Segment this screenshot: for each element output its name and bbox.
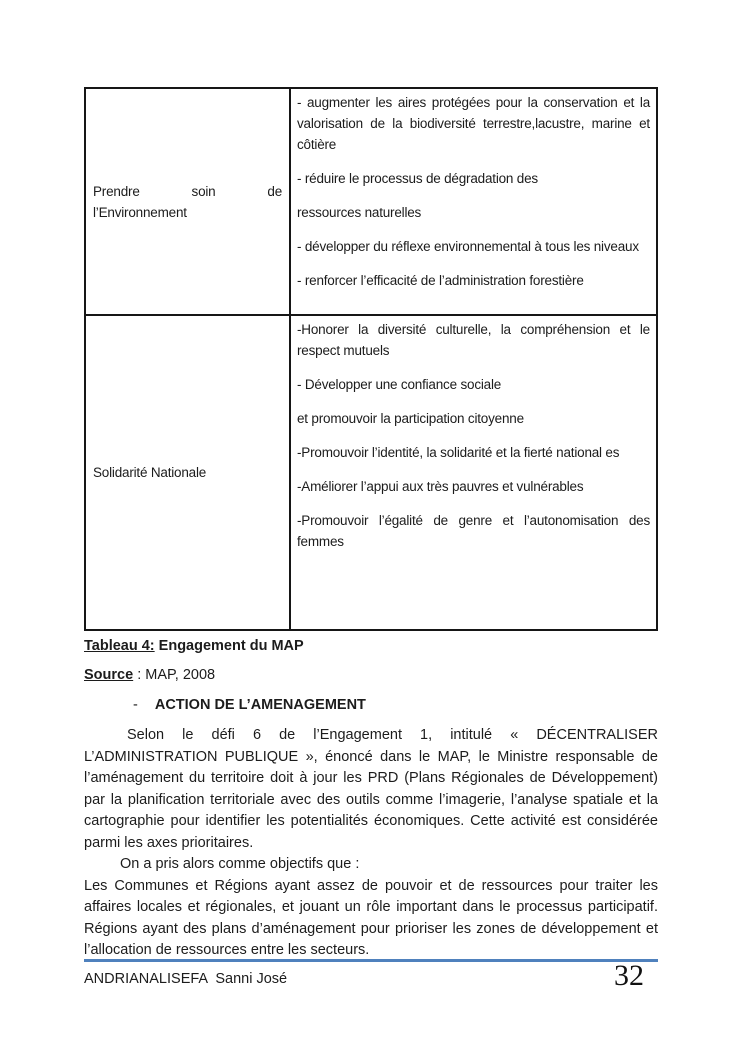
table-item: -Honorer la diversité culturelle, la compréhension et le respect mutuels — [297, 322, 650, 358]
table-row-environnement — [86, 89, 656, 316]
engagement-table — [84, 87, 658, 631]
page-footer — [84, 959, 658, 987]
table-cell-label-solidarite — [86, 316, 291, 629]
table-item: -Améliorer l’appui aux très pauvres et vulnérables — [297, 479, 584, 494]
table-item: et promouvoir la participation citoyenne — [297, 411, 524, 426]
table-item: - développer du réflexe environnemental à tous les niveaux — [297, 239, 639, 254]
source-text: : MAP, 2008 — [133, 667, 216, 683]
table-caption — [84, 638, 658, 654]
section-heading-text: ACTION DE L’AMENAGEMENT — [154, 697, 366, 713]
table-item: - Développer une confiance sociale — [297, 377, 502, 392]
body-paragraph: Les Communes et Régions ayant assez de pouvoir et de ressources pour traiter les affaires locales et régionales, et jouant un rôle important dans le processus participatif. Régions ayant des plans d’aménagement pour prioriser les zones de développement et l’allocation de ressources entre les secteurs. — [84, 877, 658, 958]
table-item: - réduire le processus de dégradation des — [297, 171, 538, 186]
table-cell-label-environnement — [86, 89, 291, 314]
table-item: - renforcer l’efficacité de l’administration forestière — [297, 273, 584, 288]
section-heading — [84, 697, 658, 713]
list-dash: - — [133, 697, 138, 713]
row-label-line: Prendre soin de — [93, 183, 282, 199]
body-paragraph: Selon le défi 6 de l’Engagement 1, intitulé « DÉCENTRALISER L’ADMINISTRATION PUBLIQUE », énoncé dans le MAP, le Ministre responsable de l’aménagement du territoire doit à jour les PRD (Plans Régionales de Développement) par la planification territoriale avec des outils comme l’imagerie, l’analyse spatiale et la cartographie pour identifier les potentialités économiques. Cette activité est considérée parmi les axes prioritaires. — [84, 727, 658, 851]
body-paragraph: On a pris alors comme objectifs que : — [120, 856, 360, 872]
table-row-solidarite — [86, 316, 656, 629]
page-number: 32 — [614, 959, 644, 992]
table-cell-items-environnement — [291, 89, 656, 314]
source-label: Source — [84, 667, 134, 683]
footer-author: ANDRIANALISEFA Sanni José — [84, 971, 288, 987]
row-label-line: Solidarité Nationale — [93, 465, 207, 480]
source-line — [84, 667, 658, 683]
page-content — [84, 87, 658, 962]
table-caption-text: Engagement du MAP — [158, 638, 304, 654]
table-caption-label: Tableau 4: — [84, 638, 155, 654]
row-label-line: l’Environnement — [93, 204, 187, 220]
table-item: -Promouvoir l’identité, la solidarité et la fierté national es — [297, 445, 620, 460]
table-item: ressources naturelles — [297, 205, 422, 220]
table-item: -Promouvoir l’égalité de genre et l’autonomisation des femmes — [297, 513, 650, 549]
table-cell-items-solidarite — [291, 316, 656, 629]
table-item: - augmenter les aires protégées pour la conservation et la valorisation de la biodiversité terrestre,lacustre, marine et côtière — [297, 95, 650, 152]
